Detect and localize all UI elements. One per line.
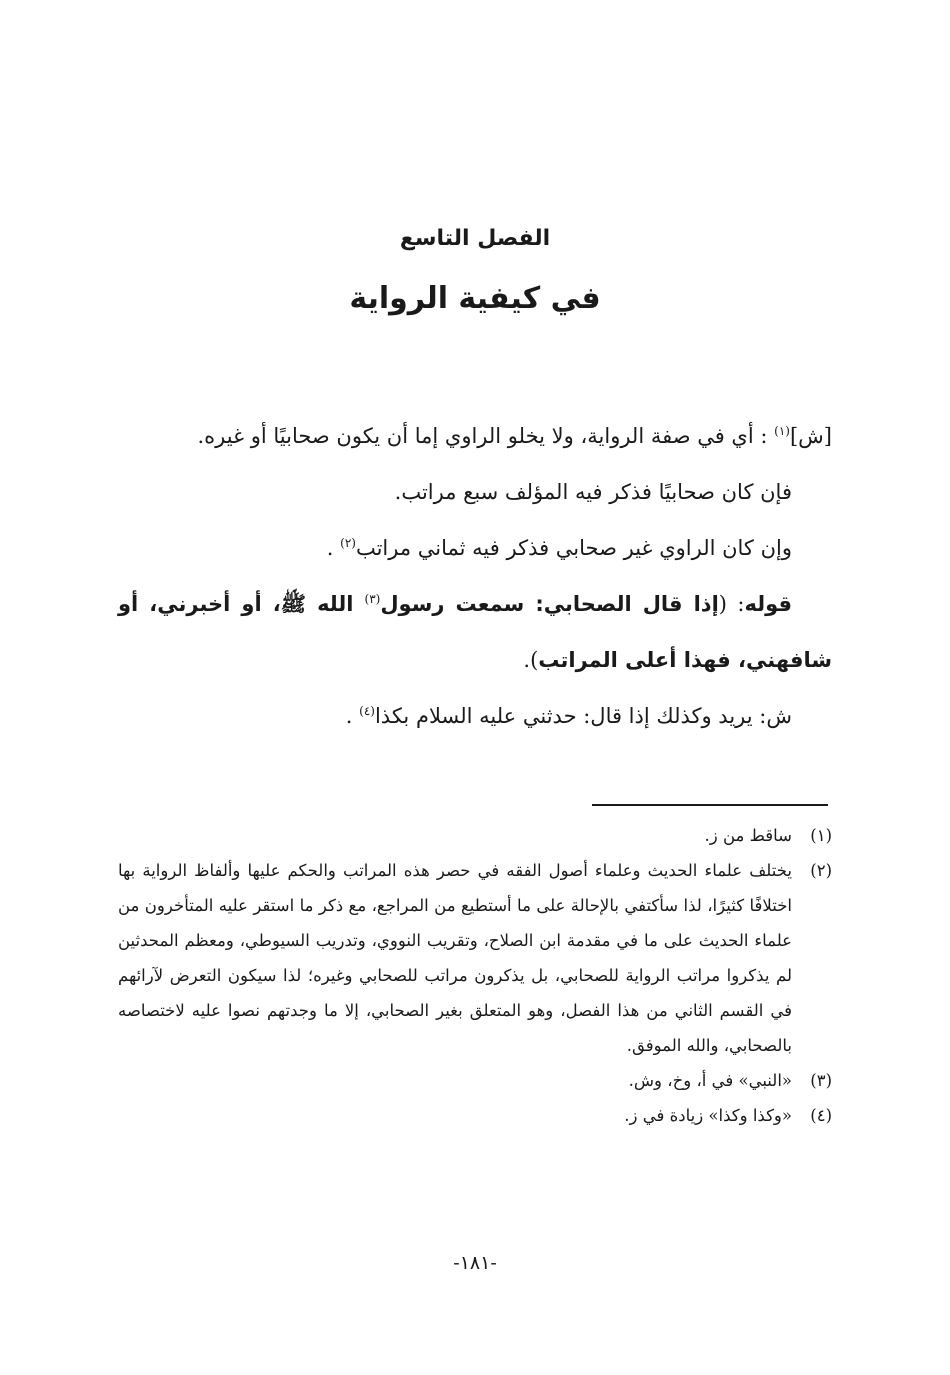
paragraph-4-colon: : ( xyxy=(718,592,745,616)
footnote-ref-2: (٢) xyxy=(340,536,356,550)
footnote-text: «وكذا وكذا» زيادة في ز. xyxy=(624,1106,792,1125)
paragraph-4-quote-b: الله ﷺ، أو أخبرني، أو شافهني، فهذا أعلى المراتب xyxy=(118,592,832,672)
footnote-1 xyxy=(118,818,832,853)
paragraph-5-end: . xyxy=(345,704,360,728)
paragraph-4-label: قوله xyxy=(744,592,792,616)
chapter-title: في كيفية الرواية xyxy=(349,281,601,316)
paragraph-3 xyxy=(118,520,832,576)
footnote-number: (٢) xyxy=(810,861,832,880)
footnote-ref-1: (١) xyxy=(774,424,790,438)
footnote-ref-4: (٤) xyxy=(359,704,375,718)
paragraph-5-text: ش: يريد وكذلك إذا قال: حدثني عليه السلام بكذا xyxy=(374,704,792,728)
footnote-4 xyxy=(118,1098,832,1133)
paragraph-5 xyxy=(118,688,832,744)
paragraph-1-marker: [ش] xyxy=(789,424,832,448)
footnotes xyxy=(118,818,832,1133)
paragraph-4-end: ). xyxy=(523,648,539,672)
paragraph-2: فإن كان صحابيًا فذكر فيه المؤلف سبع مراتب. xyxy=(394,480,792,504)
main-text xyxy=(118,408,832,744)
paragraph-3-text: وإن كان الراوي غير صحابي فذكر فيه ثماني مراتب xyxy=(355,536,792,560)
footnote-3 xyxy=(118,1063,832,1098)
paragraph-1-text: : أي في صفة الرواية، ولا يخلو الراوي إما أن يكون صحابيًا أو غيره. xyxy=(197,424,775,448)
footnote-number: (١) xyxy=(810,826,832,845)
paragraph-3-end: . xyxy=(326,536,341,560)
footnote-ref-3: (٣) xyxy=(364,592,381,606)
footnote-text: ساقط من ز. xyxy=(704,826,792,845)
chapter-heading: الفصل التاسع xyxy=(399,226,551,251)
paragraph-4 xyxy=(118,576,832,688)
footnote-text: يختلف علماء الحديث وعلماء أصول الفقه في حصر هذه المراتب والحكم عليها وألفاظ الرواية بها اختلافًا كثيرًا، لذا سأكتفي بالإحالة على ما أستطيع من المراجع، مع ذكر ما استقر عليه المتأخرون من علماء الحديث على ما في مقدمة ابن الصلاح، وتقريب النووي، وتدريب السيوطي، ومعظم المحدثين لم يذكروا مراتب الرواية للصحابي، بل يذكرون مراتب للصحابي وغيره؛ لذا سيكون التعرض لآرائهم في القسم الثاني من هذا الفصل، وهو المتعلق بغير الصحابي، إلا ما وجدتهم نصوا عليه لاختصاصه بالصحابي، والله الموفق. xyxy=(118,861,792,1055)
footnote-number: (٣) xyxy=(810,1071,832,1090)
footnote-text: «النبي» في أ، وخ، وش. xyxy=(628,1071,792,1090)
footnote-separator xyxy=(592,804,828,806)
page-number: -١٨١- xyxy=(453,1252,497,1274)
paragraph-1 xyxy=(118,408,832,464)
paragraph-4-quote-a: إذا قال الصحابي: سمعت رسول xyxy=(380,592,719,616)
footnote-number: (٤) xyxy=(810,1106,832,1125)
footnote-2 xyxy=(118,853,832,1063)
